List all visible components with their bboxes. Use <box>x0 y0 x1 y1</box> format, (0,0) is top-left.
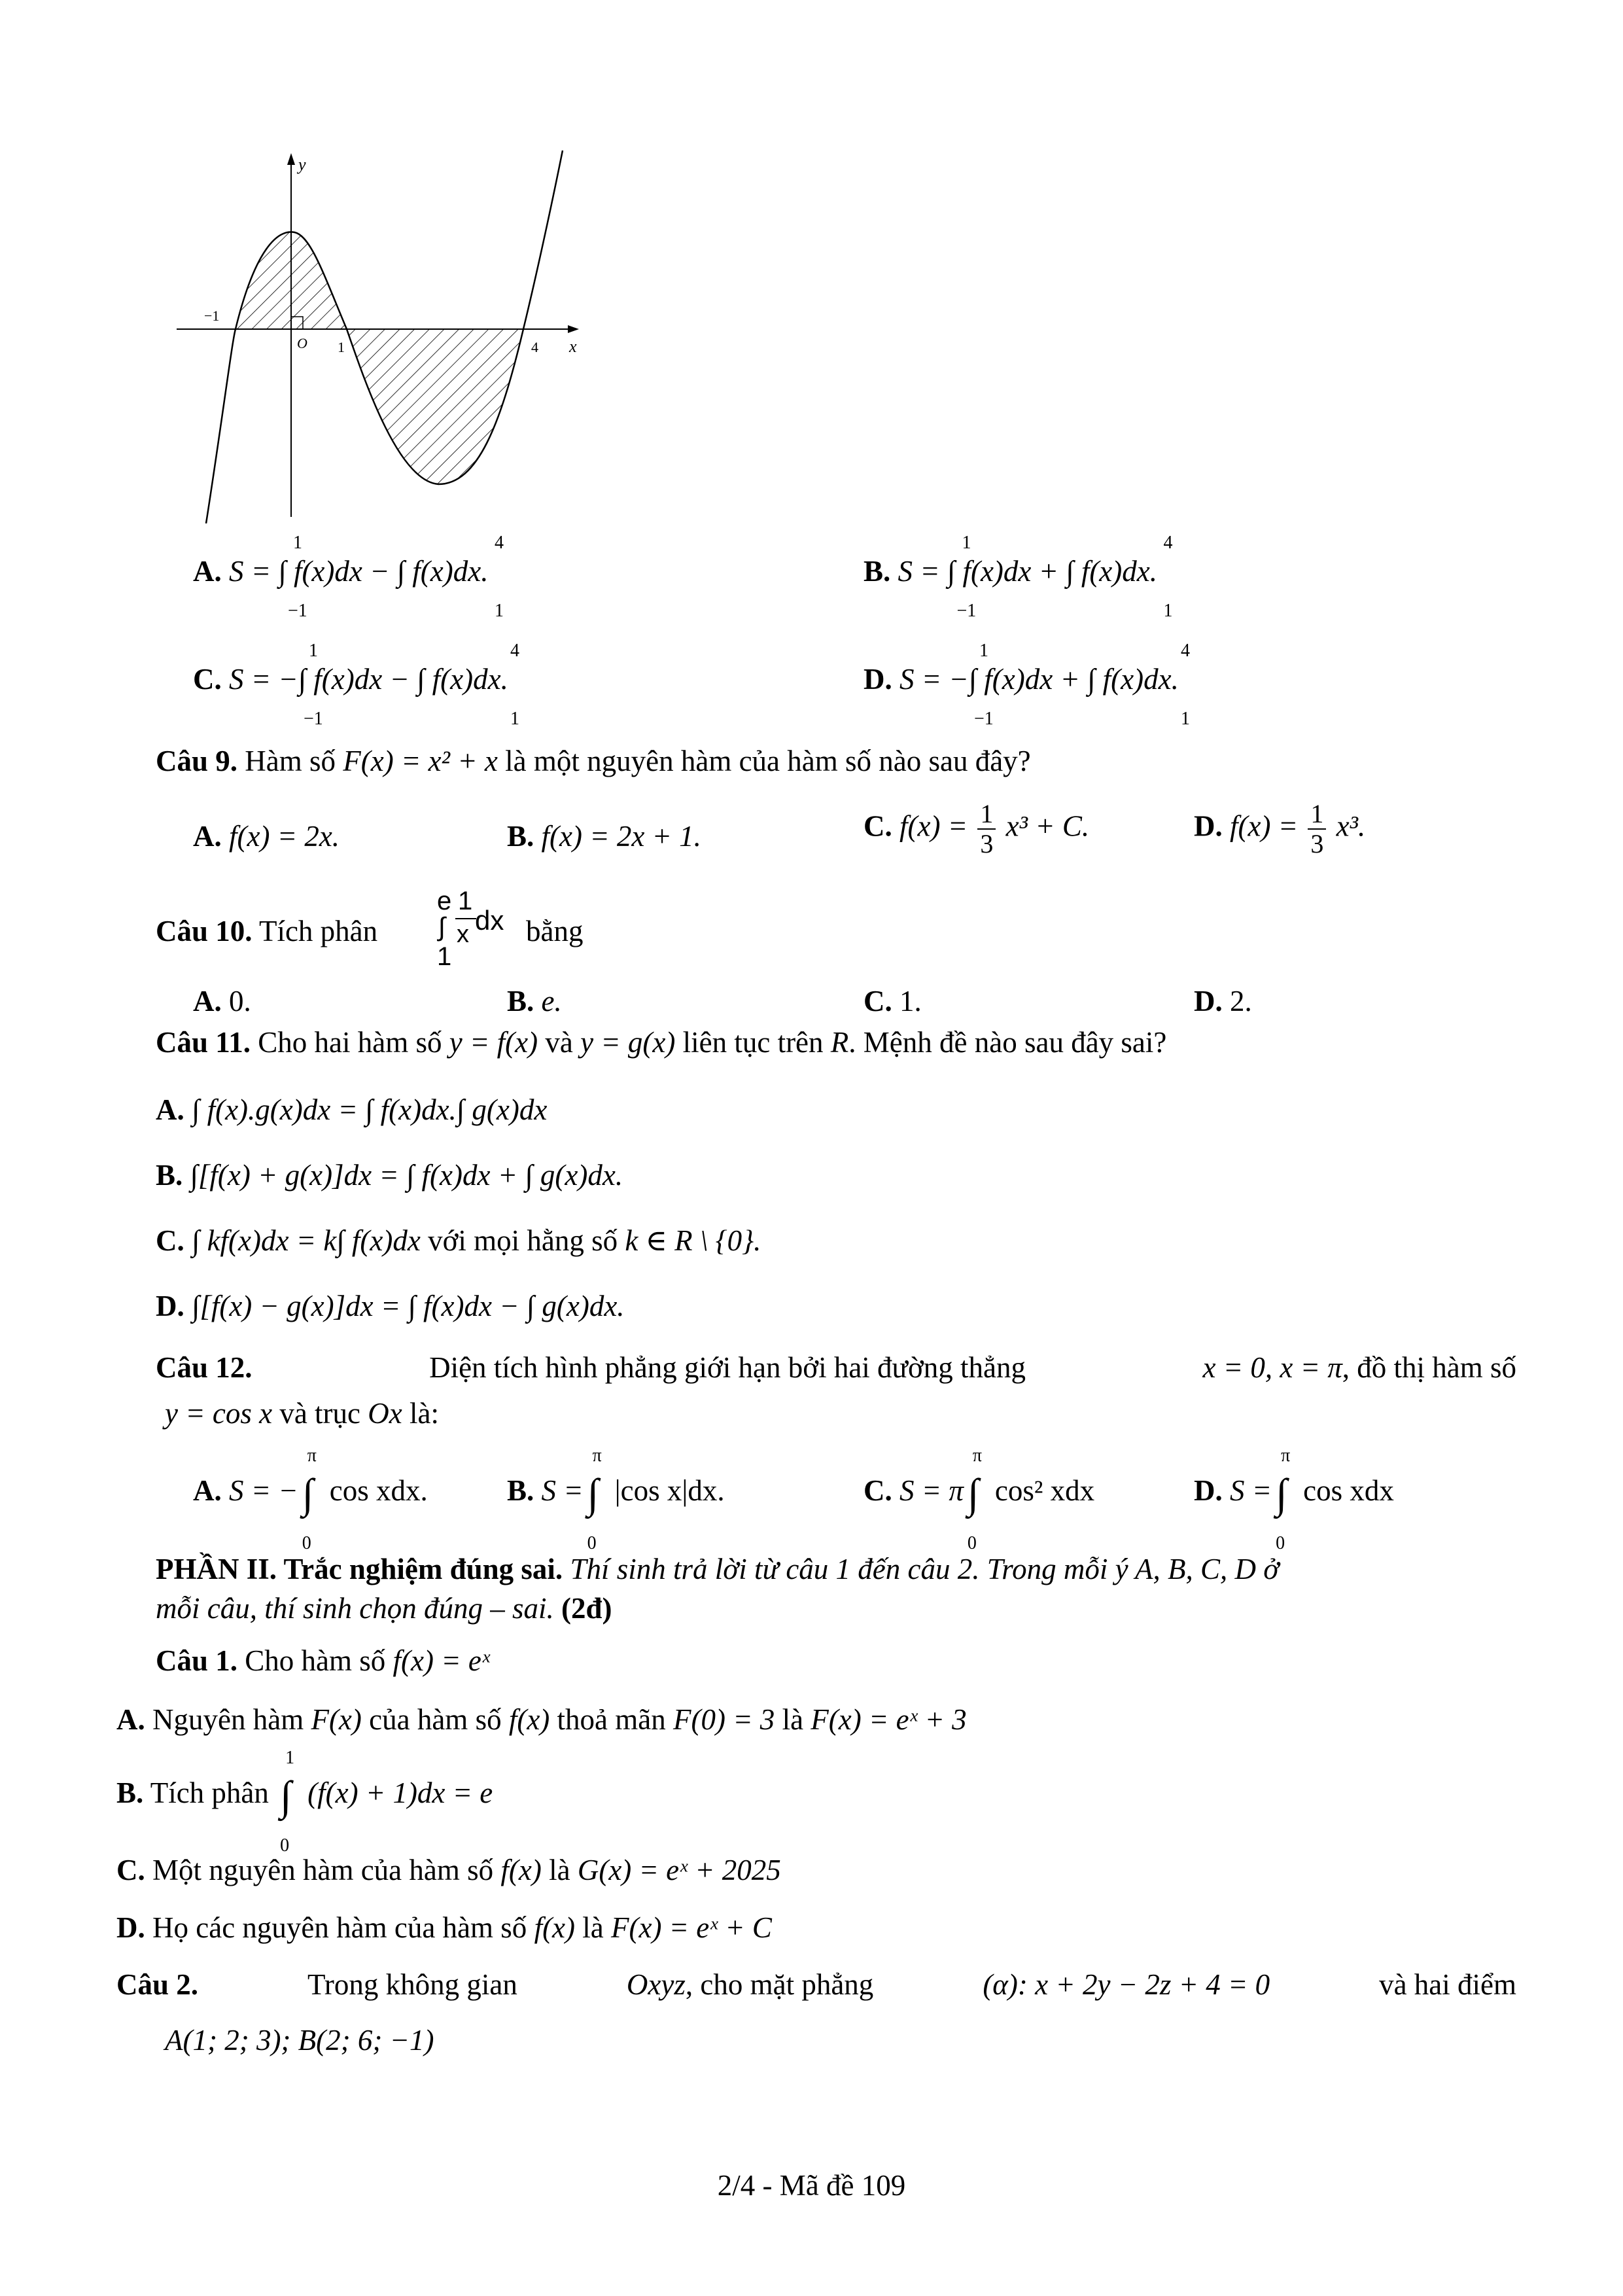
q11-option-a <box>156 1091 547 1128</box>
option-label: B. <box>156 1159 183 1192</box>
option-label: A. <box>193 820 222 853</box>
limit: 1 <box>962 533 971 553</box>
prefix: S = <box>1230 1474 1272 1507</box>
option-label: D. <box>1194 985 1223 1017</box>
integral: π ∫ 0 <box>1276 1445 1291 1553</box>
x-axis-label: x <box>569 337 577 356</box>
q9d-expr-b: x³. <box>1336 809 1366 843</box>
text: là <box>582 1911 604 1944</box>
q12-text-b: , đồ thị hàm số <box>1342 1351 1516 1384</box>
section-title: PHẦN II. Trắc nghiệm đúng sai. <box>156 1553 563 1585</box>
q9-stem <box>156 743 1031 779</box>
statement-label: B. <box>116 1776 144 1809</box>
q10-option-a <box>193 983 251 1019</box>
integral: π ∫ 0 <box>302 1445 317 1553</box>
q11c-cond: k ∈ R \ {0}. <box>625 1224 761 1257</box>
points: A(1; 2; 3); B(2; 6; −1) <box>165 2024 434 2057</box>
q8-option-b <box>864 533 1173 621</box>
body: cos xdx <box>1303 1474 1394 1507</box>
text: Trong không gian <box>307 1968 517 2001</box>
body: |cos x|dx. <box>614 1474 725 1507</box>
question-number: Câu 10. <box>156 915 253 947</box>
limit: −1 <box>974 709 994 729</box>
p2q1-text: Cho hàm số <box>245 1644 386 1677</box>
p2q2-stem-line1 <box>116 1966 1516 2003</box>
q8b-expr: S = ∫ f(x)dx + ∫ f(x)dx. <box>898 555 1157 588</box>
option-label: A. <box>193 555 222 588</box>
q12-option-a <box>193 1445 428 1553</box>
q9d-expr-a: f(x) = <box>1230 809 1299 843</box>
q11-text-c: liên tục trên <box>682 1026 824 1059</box>
math: G(x) = eˣ + 2025 <box>577 1854 781 1886</box>
limit: −1 <box>304 709 323 729</box>
body: cos² xdx <box>994 1474 1095 1507</box>
math: f(x) <box>534 1911 576 1944</box>
q12-text-d: là: <box>409 1397 439 1430</box>
q11c-text: với mọi hằng số <box>428 1224 618 1257</box>
option-label: B. <box>507 820 534 853</box>
q12-lines: x = 0, x = π <box>1202 1351 1342 1384</box>
p2q1-statement-c <box>116 1852 781 1888</box>
limit: 1 <box>309 641 318 661</box>
math: F(x) = eˣ + C <box>611 1911 772 1944</box>
math: f(x) <box>500 1854 542 1886</box>
limit: 1 <box>1181 709 1190 729</box>
fraction-den: x <box>457 921 469 948</box>
option-value: 2. <box>1230 985 1252 1017</box>
tick-label-neg1: −1 <box>204 308 220 324</box>
page-footer: 2/4 - Mã đề 109 <box>717 2169 906 2202</box>
q12-stem-line2 <box>165 1395 439 1432</box>
area-graph <box>170 144 602 523</box>
p2q1-statement-a <box>116 1701 967 1738</box>
statement-label: C. <box>116 1854 145 1886</box>
q9-option-a <box>193 818 340 855</box>
option-value: 1. <box>899 985 922 1017</box>
q11c-expr: ∫ kf(x)dx = k∫ f(x)dx <box>192 1224 421 1257</box>
math: f(x) <box>508 1703 550 1736</box>
p2q2-stem-line2 <box>165 2022 434 2058</box>
q11-option-c <box>156 1222 761 1259</box>
q11b-expr: ∫[f(x) + g(x)]dx = ∫ f(x)dx + ∫ g(x)dx. <box>190 1159 623 1192</box>
math: (f(x) + 1)dx = e <box>307 1776 493 1809</box>
option-label: A. <box>193 1474 222 1507</box>
question-number: Câu 11. <box>156 1026 251 1059</box>
limit: 4 <box>1163 533 1173 553</box>
q9-option-b <box>507 818 701 855</box>
option-value: e. <box>541 985 562 1017</box>
q12-stem-line1 <box>156 1349 1516 1386</box>
plane-equation: (α): x + 2y − 2z + 4 = 0 <box>983 1968 1270 2001</box>
limit: 1 <box>979 641 988 661</box>
statement-label: D. <box>116 1911 145 1944</box>
q10-option-d <box>1194 983 1252 1019</box>
limit: 4 <box>1181 641 1190 661</box>
text: của hàm số <box>369 1703 502 1736</box>
option-label: C. <box>864 1474 892 1507</box>
prefix: S = − <box>229 1474 298 1507</box>
section-instructions: Thí sinh trả lời từ câu 1 đến câu 2. Trong mỗi ý A, B, C, D ở <box>570 1553 1280 1585</box>
section-points: (2đ) <box>561 1592 612 1625</box>
fraction-bar <box>455 918 476 919</box>
q11-f1: y = f(x) <box>449 1026 538 1059</box>
q9-func: F(x) = x² + x <box>343 745 498 777</box>
q8-option-a: A. 1 −1 4 1 S = ∫ f(x)dx − ∫ f(x)dx. <box>193 533 504 621</box>
question-number: Câu 12. <box>156 1351 253 1384</box>
prefix: S = <box>541 1474 584 1507</box>
q8a-expr: S = ∫ f(x)dx − ∫ f(x)dx. <box>229 555 489 588</box>
body: cos xdx. <box>329 1474 428 1507</box>
q10-option-c <box>864 983 922 1019</box>
q11-text-d: . Mệnh đề nào sau đây sai? <box>848 1026 1167 1059</box>
q12-func: y = cos x <box>165 1397 273 1430</box>
q11-text-a: Cho hai hàm số <box>258 1026 442 1059</box>
q11-r: R <box>830 1026 849 1059</box>
q9-text-a: Hàm số <box>245 745 336 777</box>
text: Họ các nguyên hàm của hàm số <box>152 1911 527 1944</box>
text: là <box>549 1854 570 1886</box>
text: Một nguyên hàm của hàm số <box>152 1854 494 1886</box>
integral: 1 ∫ 0 <box>280 1747 295 1856</box>
math: F(x) <box>311 1703 362 1736</box>
part2-header-line1 <box>156 1551 1279 1587</box>
q10-integral <box>437 887 515 972</box>
upper-limit: e <box>437 887 452 915</box>
section-instructions-2: mỗi câu, thí sinh chọn đúng – sai. <box>156 1592 554 1625</box>
question-number: Câu 1. <box>156 1644 238 1677</box>
q12-axis: Ox <box>368 1397 402 1430</box>
tick-label-1: 1 <box>338 339 345 355</box>
option-label: D. <box>1194 1474 1223 1507</box>
origin-label: O <box>297 335 307 351</box>
limit: 1 <box>1163 601 1173 621</box>
integral: π ∫ 0 <box>967 1445 983 1553</box>
option-label: B. <box>864 555 891 588</box>
q8-option-c <box>193 641 519 729</box>
text: và hai điểm <box>1379 1968 1516 2001</box>
math: F(0) = 3 <box>672 1703 775 1736</box>
prefix: S = π <box>899 1474 964 1507</box>
text: Nguyên hàm <box>152 1703 304 1736</box>
option-label: C. <box>864 809 892 843</box>
part2-header-line2 <box>156 1590 612 1627</box>
q12-option-b <box>507 1445 725 1553</box>
q10-stem <box>156 913 377 949</box>
p2q1-stem <box>156 1642 490 1679</box>
option-value: 0. <box>229 985 251 1017</box>
q10-text-b: bằng <box>526 915 584 947</box>
q10-text-a: Tích phân <box>258 915 378 947</box>
question-number: Câu 2. <box>116 1968 199 2001</box>
option-label: D. <box>1194 809 1223 843</box>
option-label: B. <box>507 1474 534 1507</box>
q9-option-d <box>1194 800 1365 858</box>
q12-text-c: và trục <box>279 1397 360 1430</box>
option-label: C. <box>193 663 222 696</box>
text: là <box>782 1703 804 1736</box>
math: F(x) = eˣ + 3 <box>811 1703 967 1736</box>
q12-text-a: Diện tích hình phẳng giới hạn bởi hai đường thẳng <box>429 1351 1026 1384</box>
statement-label: A. <box>116 1703 145 1736</box>
p2q1-statement-d <box>116 1909 772 1946</box>
option-label: D. <box>864 663 892 696</box>
q9b-expr: f(x) = 2x + 1. <box>541 820 701 853</box>
option-label: C. <box>864 985 892 1017</box>
fraction-num: 1 <box>458 887 473 915</box>
option-label: C. <box>156 1224 184 1257</box>
question-number: Câu 9. <box>156 745 238 777</box>
math: Oxyz <box>626 1968 686 2001</box>
q12-option-d <box>1194 1445 1394 1553</box>
limit: 1 <box>510 709 519 729</box>
fraction: $\frac{1}{3}$ <box>1308 800 1326 858</box>
q8c-expr: S = −∫ f(x)dx − ∫ f(x)dx. <box>229 663 508 696</box>
fraction: $\frac{1}{3}$ <box>977 800 996 858</box>
x-axis-arrow <box>568 325 579 333</box>
integral-sign: ∫ <box>438 913 445 942</box>
limit: −1 <box>956 601 977 621</box>
dx: dx <box>475 905 504 936</box>
q9c-expr-b: x³ + C. <box>1005 809 1090 843</box>
q12-option-c <box>864 1445 1095 1553</box>
q8d-expr: S = −∫ f(x)dx + ∫ f(x)dx. <box>899 663 1179 696</box>
q9-option-c <box>864 800 1089 858</box>
text: thoả mãn <box>557 1703 666 1736</box>
limit: 4 <box>510 641 519 661</box>
q8-option-d <box>864 641 1190 729</box>
q11d-expr: ∫[f(x) − g(x)]dx = ∫ f(x)dx − ∫ g(x)dx. <box>192 1290 625 1322</box>
q10-option-b <box>507 983 562 1019</box>
q9a-expr: f(x) = 2x. <box>229 820 340 853</box>
text: , cho mặt phẳng <box>685 1968 874 2001</box>
option-label: A. <box>193 985 222 1017</box>
q9c-expr-a: f(x) = <box>899 809 968 843</box>
option-label: A. <box>156 1093 184 1126</box>
q11-option-d <box>156 1288 625 1324</box>
tick-label-4: 4 <box>531 339 538 355</box>
option-label: D. <box>156 1290 184 1322</box>
y-axis-arrow <box>287 153 295 165</box>
option-label: B. <box>507 985 534 1017</box>
q9-text-b: là một nguyên hàm của hàm số nào sau đây? <box>505 745 1031 777</box>
q11a-expr: ∫ f(x).g(x)dx = ∫ f(x)dx.∫ g(x)dx <box>192 1093 548 1126</box>
q11-text-b: và <box>545 1026 573 1059</box>
text: Tích phân <box>150 1776 269 1809</box>
y-axis-label: y <box>298 155 306 174</box>
q11-f2: y = g(x) <box>580 1026 676 1059</box>
p2q1-func: f(x) = eˣ <box>393 1644 490 1677</box>
p2q1-statement-b <box>116 1747 493 1856</box>
q11-option-b <box>156 1157 623 1193</box>
integral: π ∫ 0 <box>587 1445 602 1553</box>
lower-limit: 1 <box>437 942 452 971</box>
q11-stem <box>156 1024 1166 1061</box>
shaded-region-right <box>347 329 523 484</box>
